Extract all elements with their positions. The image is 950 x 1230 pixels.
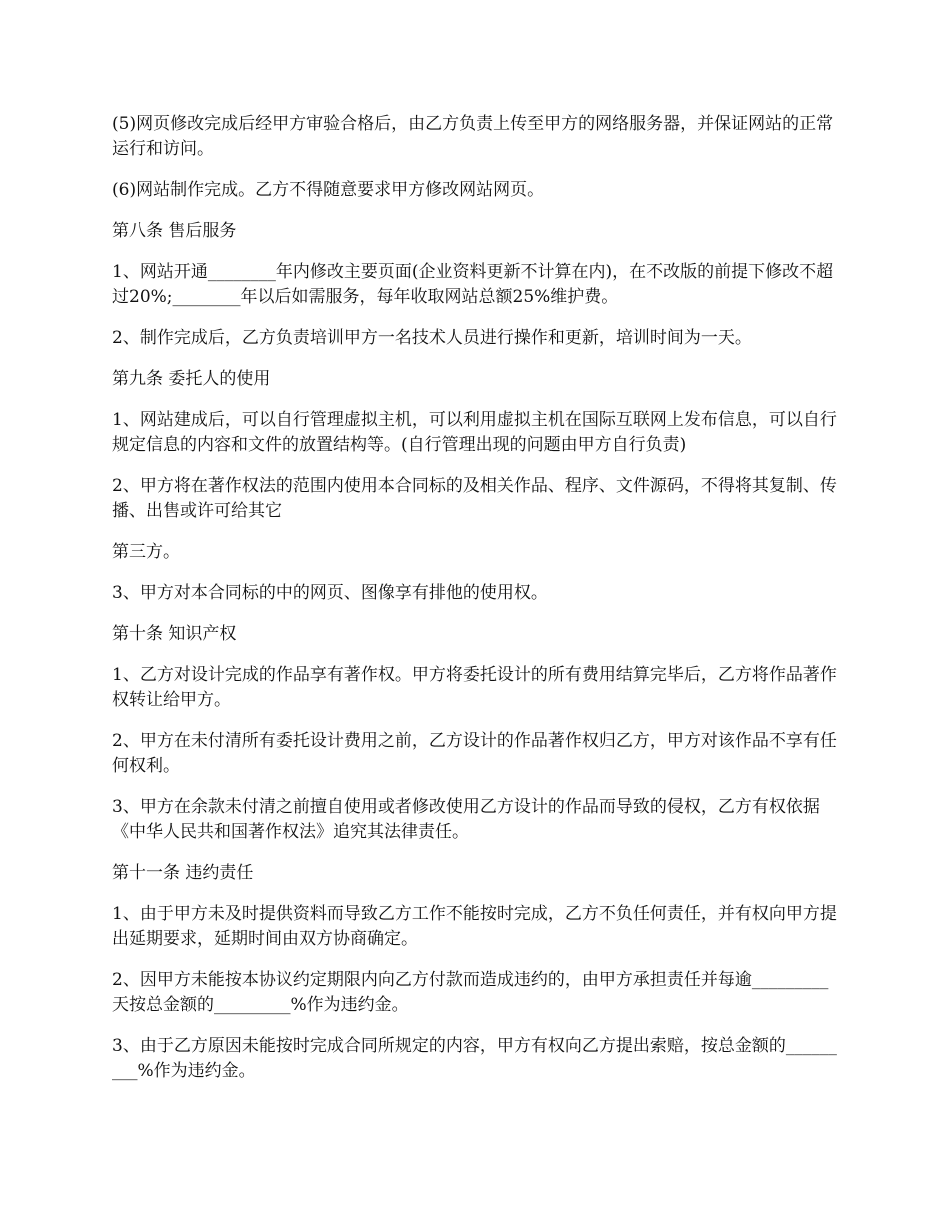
article-9-clause-1: 1、网站建成后，可以自行管理虚拟主机，可以利用虚拟主机在国际互联网上发布信息，可以自行规定信息的内容和文件的放置结构等。(自行管理出现的问题由甲方自行负责) [112,410,837,455]
article-10-clause-2: 2、甲方在未付清所有委托设计费用之前，乙方设计的作品著作权归乙方，甲方对该作品不享有任何权利。 [112,731,837,776]
article-11-clause-3: 3、由于乙方原因未能按时完成合同所规定的内容，甲方有权向乙方提出索赔，按总金额的_________%作为违约金。 [112,1036,837,1081]
article-11-clause-1: 1、由于甲方未及时提供资料而导致乙方工作不能按时完成，乙方不负任何责任，并有权向甲方提出延期要求，延期时间由双方协商确定。 [112,904,837,949]
paragraph-5-upload: (5)网页修改完成后经甲方审验合格后，由乙方负责上传至甲方的网络服务器，并保证网站的正常运行和访问。 [112,114,834,159]
article-8-heading: 第八条 售后服务 [112,221,237,241]
paragraph-6-complete: (6)网站制作完成。乙方不得随意要求甲方修改网站网页。 [112,180,545,200]
article-9-clause-2: 2、甲方将在著作权法的范围内使用本合同标的及相关作品、程序、文件源码，不得将其复制、传播、出售或许可给其它 [112,476,837,521]
article-11-heading: 第十一条 违约责任 [112,863,254,883]
article-8-clause-1: 1、网站开通________年内修改主要页面(企业资料更新不计算在内)，在不改版的前提下修改不超过20%;________年以后如需服务，每年收取网站总额25%维护费。 [112,262,834,307]
article-11-clause-2: 2、因甲方未能按本协议约定期限内向乙方付款而造成违约的，由甲方承担责任并每逾_________天按总金额的_________%作为违约金。 [112,970,829,1015]
article-9-clause-2-cont: 第三方。 [112,542,180,562]
article-9-clause-3: 3、甲方对本合同标的中的网页、图像享有排他的使用权。 [112,583,548,603]
article-10-clause-3: 3、甲方在余款未付清之前擅自使用或者修改使用乙方设计的作品而导致的侵权，乙方有权依据《中华人民共和国著作权法》追究其法律责任。 [112,797,820,842]
document-body [112,112,838,1100]
article-8-clause-2: 2、制作完成后，乙方负责培训甲方一名技术人员进行操作和更新，培训时间为一天。 [112,328,752,348]
article-10-clause-1: 1、乙方对设计完成的作品享有著作权。甲方将委托设计的所有费用结算完毕后，乙方将作品著作权转让给甲方。 [112,665,837,710]
article-9-heading: 第九条 委托人的使用 [112,369,271,389]
article-10-heading: 第十条 知识产权 [112,624,237,644]
